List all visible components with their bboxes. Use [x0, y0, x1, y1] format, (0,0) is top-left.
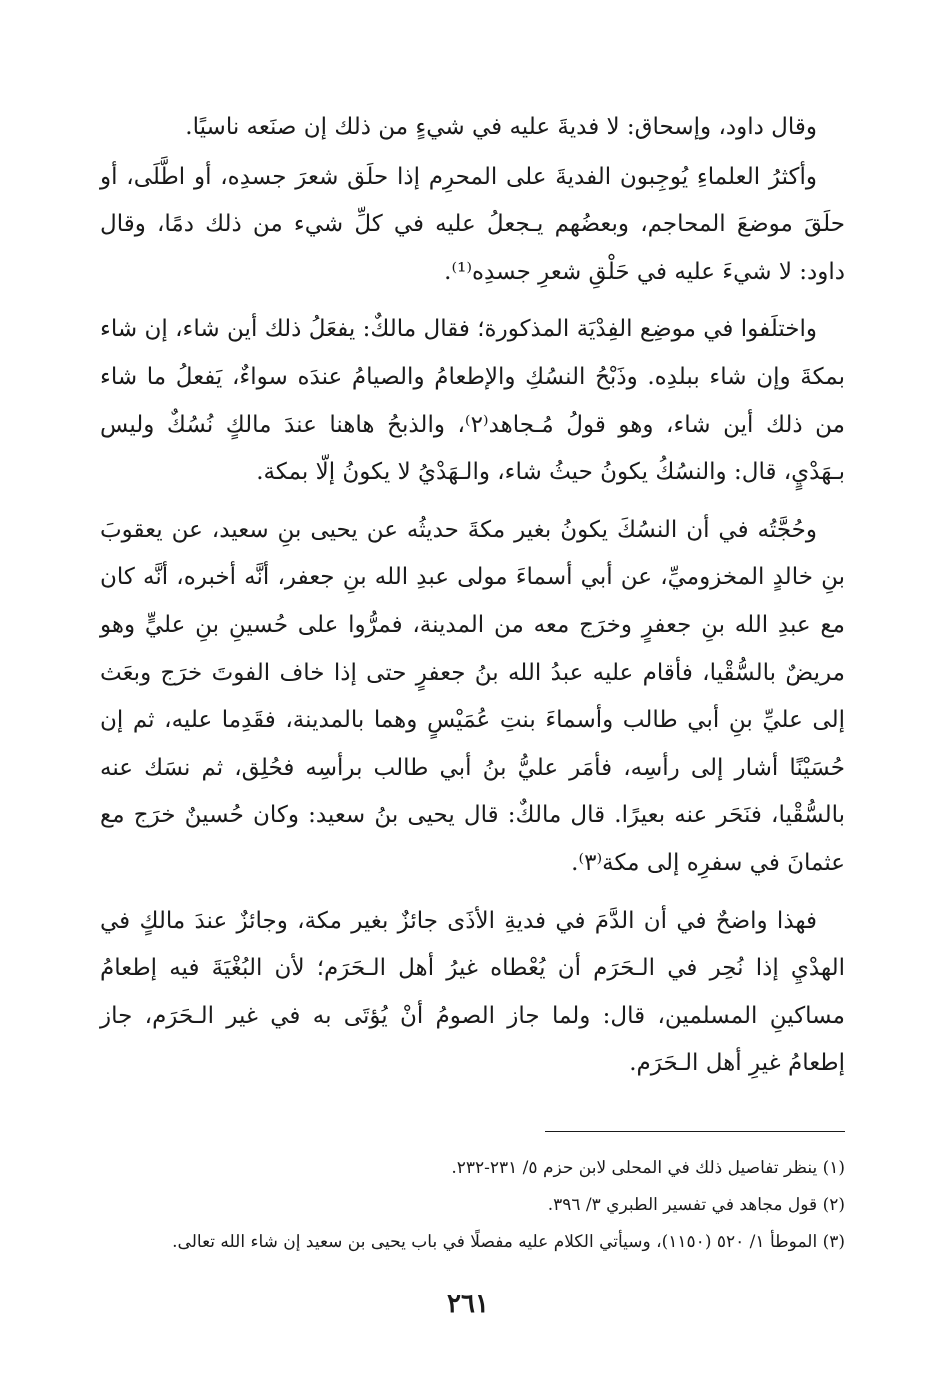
paragraph-4	[100, 507, 845, 888]
paragraph-3	[100, 306, 845, 496]
paragraph-1	[100, 104, 845, 152]
paragraph-5	[100, 898, 845, 1088]
paragraph-4-text: وحُجَّتُه في أن النسُكَ يكونُ بغير مكةَ حديثُه عن يحيى بنِ سعيد، عن يعقوبَ بنِ خالدٍ المخزوميِّ، عن أبي أسماءَ مولى عبدِ الله بنِ جعفر، أنَّه أخبره، أنَّه كان مع عبدِ الله بنِ جعفرٍ وخرَج معه من المدينة، فمرُّوا على حُسينِ بنِ عليٍّ وهو مريضٌ بالسُّقْيا، فأقام عليه عبدُ الله بنُ جعفرٍ حتى إذا خاف الفوتَ خرَج وبعَث إلى عليِّ بنِ أبي طالب وأسماءَ بنتِ عُمَيْسٍ وهما بالمدينة، فقَدِما عليه، ثم إن حُسَيْنًا أشار إلى رأسِه، فأمَر عليُّ بنُ أبي طالب برأسِه فحُلِق، ثم نسَك عنه بالسُّقْيا، فنَحَر عنه بعيرًا. قال مالكٌ: قال يحيى بنُ سعيد: وكان حُسينٌ خرَج مع عثمانَ في سفرِه إلى مكة⁽٣⁾.	[100, 516, 845, 876]
paragraph-1-text: وقال داود، وإسحاق: لا فديةَ عليه في شيءٍ من ذلك إن صنَعه ناسيًا.	[185, 114, 817, 140]
paragraph-2	[100, 154, 845, 297]
footnotes	[100, 1150, 845, 1261]
paragraph-2-text: وأكثرُ العلماءِ يُوجِبون الفديةَ على المحرِم إذا حلَق شعرَ جسدِه، أو اطَّلَى، أو حلَقَ موضعَ المحاجم، وبعضُهم يـجعلُ عليه في كلِّ شيء من ذلك دمًا، وقال داود: لا شيءَ عليه في حَلْقِ شعرِ جسدِه⁽¹⁾.	[100, 163, 845, 285]
page-number: ٢٦١	[447, 1289, 489, 1319]
footnote-separator	[545, 1131, 845, 1132]
footnote-2: (٢) قول مجاهد في تفسير الطبري ٣/ ٣٩٦.	[547, 1195, 845, 1215]
footnote-1: (١) ينظر تفاصيل ذلك في المحلى لابن حزم ٥/ ٢٣١-٢٣٢.	[451, 1158, 845, 1178]
paragraph-5-text: فهذا واضحٌ في أن الدَّمَ في فديةِ الأذَى جائزٌ بغير مكة، وجائزٌ عندَ مالكٍ في الهدْيِ إذا نُحِر في الـحَرَم أن يُعْطاه غيرُ أهل الـحَرَم؛ لأن البُغْيَةَ فيه إطعامُ مساكينِ المسلمين، قال: ولما جاز الصومُ أنْ يُؤتَى به في غير الـحَرَم، جاز إطعامُ غيرِ أهل الـحَرَم.	[100, 907, 845, 1077]
footnote-3: (٣) الموطأ ١/ ٥٢٠ (١١٥٠)، وسيأتي الكلام عليه مفصلًا في باب يحيى بن سعيد إن شاء الله تعالى.	[172, 1232, 845, 1252]
paragraph-3-text: واختلَفوا في موضِع الفِدْيَة المذكورة؛ فقال مالكٌ: يفعَلُ ذلك أين شاء، إن شاء بمكةَ وإن شاء ببلدِه. وذَبْحُ النسُكِ والإطعامُ والصيامُ عندَه سواءٌ، يَفعلُ ما شاء من ذلك أين شاء، وهو قولُ مُـجاهد⁽٢⁾، والذبحُ هاهنا عندَ مالكٍ نُسُكٌ وليس بـهَدْيٍ، قال: والنسُكُ يكونُ حيثُ شاء، والـهَدْيُ لا يكونُ إلّا بمكة.	[100, 316, 845, 486]
main-text	[100, 104, 845, 1098]
